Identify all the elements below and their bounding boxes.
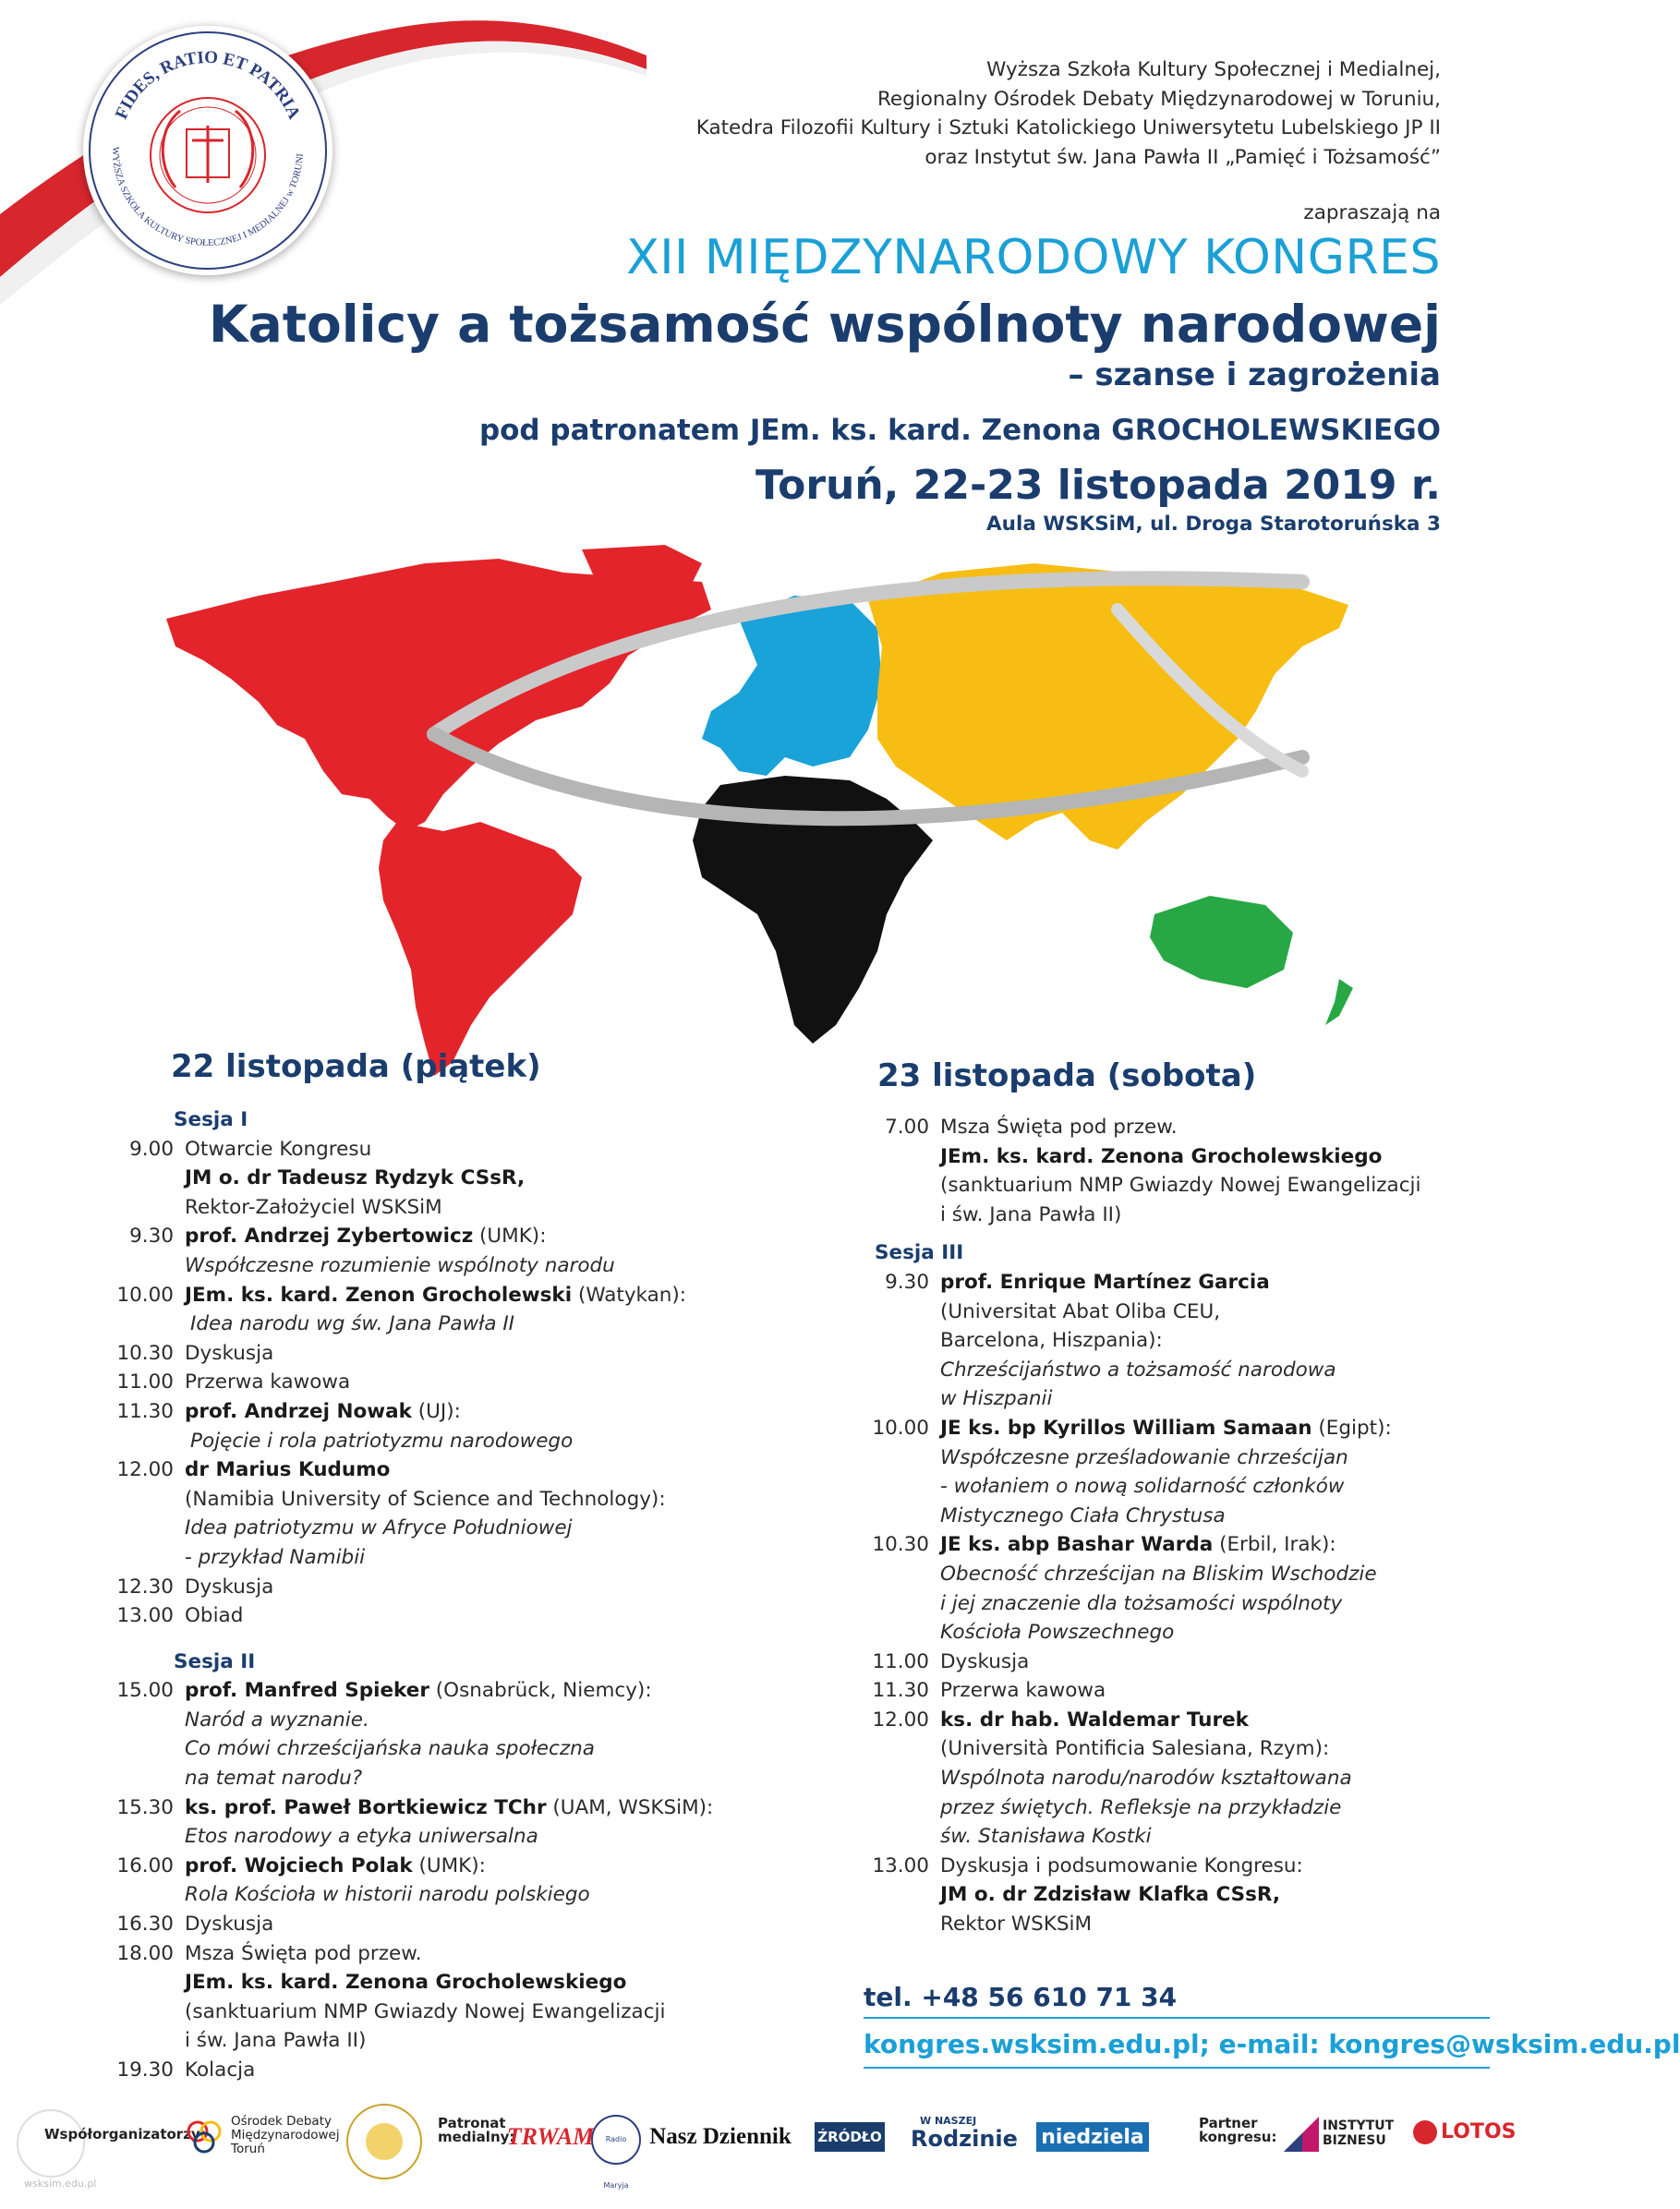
- congress-name: XII MIĘDZYNARODOWY KONGRES: [626, 230, 1441, 285]
- item-affiliation: (UAM, WSKSiM):: [546, 1795, 714, 1819]
- coorganizers-label: Współorganizatorzy:: [44, 2126, 206, 2143]
- item-topic: Pojęcie i rola patriotyzmu narodowego: [190, 1429, 574, 1453]
- item-title: Dyskusja: [185, 1341, 274, 1365]
- item-speaker: prof. Enrique Martínez Garcia: [940, 1270, 1270, 1294]
- item-topic: Współczesne rozumienie wspólnoty narodu: [185, 1253, 615, 1277]
- item-affiliation: Barcelona, Hiszpania):: [940, 1329, 1163, 1353]
- day2-heading: 23 listopada (sobota): [877, 1057, 1257, 1094]
- item-topic: w Hiszpanii: [940, 1387, 1053, 1411]
- item-time: 12.00: [872, 1708, 929, 1732]
- schedule-item: [855, 1706, 1420, 1735]
- item-time: 10.30: [872, 1533, 929, 1557]
- wnr-main: Rodzinie: [911, 2126, 1018, 2152]
- item-affiliation: (Universitat Abat Oliba CEU,: [940, 1299, 1221, 1323]
- schedule-item: [855, 1530, 1420, 1560]
- item-speaker: ks. dr hab. Waldemar Turek: [940, 1708, 1249, 1732]
- item-time: 10.30: [116, 1341, 174, 1365]
- schedule-item: [855, 1268, 1420, 1298]
- item-topic: Idea narodu wg św. Jana Pawła II: [190, 1312, 515, 1336]
- item-time: 12.00: [116, 1458, 174, 1482]
- item-speaker: JE ks. bp Kyrillos William Samaan: [940, 1416, 1312, 1440]
- session-label: Sesja I: [174, 1108, 248, 1131]
- item-time: 19.30: [116, 2058, 174, 2082]
- item-topic: św. Stanisława Kostki: [940, 1825, 1152, 1849]
- schedule-item: [855, 1414, 1420, 1443]
- schedule-item: [855, 1676, 1420, 1706]
- item-title: Dyskusja: [185, 1575, 274, 1599]
- oceania-shape: [1150, 896, 1293, 988]
- item-topic: i jej znaczenie dla tożsamości wspólnoty: [940, 1591, 1343, 1615]
- item-time: 16.00: [116, 1853, 174, 1877]
- schedule-item: [100, 1793, 713, 1823]
- item-time: 13.00: [872, 1853, 929, 1877]
- schedule-item: [100, 1601, 713, 1631]
- item-title: Kolacja: [185, 2058, 256, 2082]
- item-title: Otwarcie Kongresu: [185, 1137, 372, 1161]
- seal-motto: FIDES, RATIO ET PATRIA: [112, 47, 304, 123]
- schedule-item: [855, 1852, 1420, 1881]
- item-title: Dyskusja: [185, 1913, 274, 1937]
- item-time: 11.00: [872, 1649, 929, 1673]
- item-topic: Co mówi chrześcijańska nauka społeczna: [185, 1737, 595, 1761]
- item-time: 9.30: [129, 1225, 174, 1249]
- item-affiliation: (Osnabrück, Niemcy):: [429, 1679, 652, 1703]
- item-topic: Mistycznego Ciała Chrystusa: [940, 1503, 1226, 1527]
- nasz-dziennik-logo: Nasz Dziennik: [649, 2124, 792, 2149]
- item-speaker: ks. prof. Paweł Bortkiewicz TChr: [185, 1795, 547, 1819]
- item-topic: Idea patriotyzmu w Afryce Południowej: [185, 1516, 573, 1540]
- niedziela-logo: niedziela: [1036, 2122, 1149, 2152]
- schedule-item: [100, 1135, 713, 1165]
- event-date: Toruń, 22-23 listopada 2019 r.: [755, 462, 1441, 509]
- item-speaker: JEm. ks. kard. Zenon Grocholewski: [185, 1283, 573, 1307]
- item-role: Rektor WSKSiM: [940, 1913, 1093, 1937]
- item-topic: Współczesne prześladowanie chrześcijan: [940, 1445, 1348, 1469]
- item-topic: Naród a wyznanie.: [185, 1708, 369, 1732]
- item-time: 18.00: [116, 1941, 174, 1965]
- contact-phone: tel. +48 56 610 71 34: [864, 1982, 1178, 2012]
- faded-seal-icon: [17, 2109, 85, 2178]
- item-speaker: prof. Wojciech Polak: [185, 1853, 413, 1877]
- schedule-item: [855, 1113, 1420, 1142]
- item-topic: Wspólnota narodu/narodów kształtowana: [940, 1767, 1352, 1791]
- congress-subtitle: – szanse i zagrożenia: [1068, 356, 1441, 393]
- lotos-logo: LOTOS: [1441, 2120, 1517, 2143]
- item-speaker: prof. Andrzej Nowak: [185, 1399, 412, 1423]
- item-topic: na temat narodu?: [185, 1767, 363, 1791]
- item-title: Dyskusja i podsumowanie Kongresu:: [940, 1853, 1303, 1877]
- odm-logo-icon: [185, 2117, 224, 2155]
- wnr-small: W NASZEJ: [920, 2115, 977, 2127]
- item-speaker: JEm. ks. kard. Zenona Grocholewskiego: [940, 1144, 1383, 1168]
- item-affiliation: (UJ):: [411, 1399, 461, 1423]
- radio-maryja-logo: Radio Maryja: [591, 2115, 641, 2165]
- zrodlo-logo: ŹRÓDŁO: [815, 2122, 885, 2152]
- w-naszej-rodzinie-logo: [911, 2115, 1029, 2159]
- instytut-biznesu-icon: [1284, 2117, 1319, 2152]
- item-title: Obiad: [185, 1604, 244, 1628]
- contact-divider: [864, 2067, 1490, 2069]
- item-topic: Obecność chrześcijan na Bliskim Wschodzie: [940, 1562, 1377, 1586]
- item-place: (sanktuarium NMP Gwiazdy Nowej Ewangelizacji: [185, 1999, 666, 2023]
- item-affiliation: (Namibia University of Science and Technology):: [185, 1487, 666, 1511]
- schedule-item: [100, 1676, 713, 1706]
- item-time: 10.00: [872, 1416, 929, 1440]
- item-place: i św. Jana Pawła II): [940, 1202, 1122, 1226]
- institute-seal-icon: [346, 2104, 422, 2179]
- item-title: Msza Święta pod przew.: [185, 1941, 422, 1965]
- event-venue: Aula WSKSiM, ul. Droga Starotoruńska 3: [986, 513, 1441, 536]
- item-speaker: dr Marius Kudumo: [185, 1458, 391, 1482]
- schedule-item: [100, 1222, 713, 1251]
- congress-title: Katolicy a tożsamość wspólnoty narodowej: [209, 295, 1441, 354]
- item-title: Msza Święta pod przew.: [940, 1116, 1178, 1139]
- contact-block: [864, 1982, 1680, 2059]
- item-affiliation: (UMK):: [412, 1853, 486, 1877]
- item-title: Dyskusja: [940, 1649, 1030, 1673]
- item-affiliation: (UMK):: [473, 1225, 547, 1249]
- ib-line: INSTYTUT: [1323, 2118, 1395, 2133]
- item-topic: Rola Kościoła w historii narodu polskiego: [185, 1883, 590, 1907]
- item-speaker: JEm. ks. kard. Zenona Grocholewskiego: [185, 1971, 627, 1995]
- organizer-line: Katedra Filozofii Kultury i Sztuki Katolickiego Uniwersytetu Lubelskiego JP II: [695, 116, 1441, 139]
- trwam-logo: TRWAM: [506, 2123, 595, 2150]
- new-zealand-shape: [1325, 979, 1353, 1025]
- item-time: 11.30: [116, 1399, 174, 1423]
- schedule-item: [100, 1455, 713, 1485]
- contact-web[interactable]: kongres.wsksim.edu.pl; e-mail: kongres@wsksim.edu.pl: [864, 2029, 1680, 2059]
- seal-ring-text: WYŻSZA SZKOŁA KULTURY SPOŁECZNEJ I MEDIALNEJ w TORUNI: [109, 146, 306, 249]
- item-speaker: JE ks. abp Bashar Warda: [940, 1533, 1214, 1557]
- invite-text: zapraszają na: [1303, 201, 1441, 224]
- item-role: Rektor-Założyciel WSKSiM: [185, 1195, 442, 1219]
- item-topic: Kościoła Powszechnego: [940, 1621, 1175, 1645]
- day2-schedule: [855, 1113, 1420, 1939]
- item-time: 11.00: [116, 1370, 174, 1394]
- item-time: 10.00: [116, 1283, 174, 1307]
- media-patron-label: Patronat medialny:: [438, 2115, 515, 2145]
- item-speaker: prof. Andrzej Zybertowicz: [185, 1225, 474, 1249]
- item-affiliation: (Watykan):: [572, 1283, 687, 1307]
- item-speaker: JM o. dr Zdzisław Klafka CSsR,: [940, 1883, 1281, 1907]
- world-map: [148, 545, 1459, 1090]
- item-topic: Chrześcijaństwo a tożsamość narodowa: [940, 1358, 1336, 1382]
- organizer-line: Regionalny Ośrodek Debaty Międzynarodowej w Toruniu,: [876, 87, 1441, 111]
- odm-name: Ośrodek Debaty Międzynarodowej Toruń: [231, 2114, 340, 2156]
- organizer-line: Wyższa Szkoła Kultury Społecznej i Medialnej,: [986, 58, 1441, 81]
- schedule-item: [100, 1939, 713, 1969]
- seal-logo: [83, 26, 332, 275]
- item-time: 13.00: [116, 1604, 174, 1628]
- organizers-block: [696, 55, 1441, 172]
- day1-heading: 22 listopada (piątek): [171, 1048, 541, 1085]
- svg-text:FIDES, RATIO ET PATRIA: [112, 48, 304, 123]
- instytut-biznesu-name: [1323, 2118, 1394, 2148]
- item-affiliation: (Erbil, Irak):: [1213, 1533, 1336, 1557]
- footer-logos: [0, 2096, 1552, 2190]
- item-time: 15.00: [116, 1679, 174, 1703]
- item-time: 9.30: [885, 1270, 929, 1294]
- schedule-item: [100, 1397, 713, 1427]
- schedule-item: [100, 2056, 713, 2085]
- item-topic: Etos narodowy a etyka uniwersalna: [185, 1825, 538, 1849]
- item-topic: - przykład Namibii: [185, 1545, 366, 1569]
- item-time: 11.30: [872, 1679, 929, 1703]
- ib-line: BIZNESU: [1323, 2133, 1386, 2148]
- item-time: 7.00: [885, 1116, 929, 1139]
- item-time: 16.30: [116, 1913, 174, 1937]
- schedule-item: [100, 1368, 713, 1397]
- item-time: 9.00: [129, 1137, 174, 1161]
- schedule-item: [100, 1339, 713, 1369]
- contact-divider: [864, 2017, 1490, 2019]
- item-affiliation: (Egipt):: [1311, 1416, 1392, 1440]
- item-time: 15.30: [116, 1795, 174, 1819]
- item-topic: - wołaniem o nową solidarność członków: [940, 1475, 1345, 1499]
- item-title: Przerwa kawowa: [940, 1679, 1106, 1703]
- schedule-item: [855, 1648, 1420, 1677]
- session-label: Sesja II: [174, 1649, 256, 1673]
- watermark-text: wsksim.edu.pl: [24, 2178, 97, 2190]
- item-speaker: prof. Manfred Spieker: [185, 1679, 429, 1703]
- item-affiliation: (Università Pontificia Salesiana, Rzym):: [940, 1737, 1330, 1761]
- session-label: Sesja III: [875, 1241, 964, 1265]
- organizer-line: oraz Instytut św. Jana Pawła II „Pamięć i Tożsamość”: [925, 145, 1441, 169]
- item-speaker: JM o. dr Tadeusz Rydzyk CSsR,: [185, 1166, 526, 1190]
- item-title: Przerwa kawowa: [185, 1370, 351, 1394]
- item-place: (sanktuarium NMP Gwiazdy Nowej Ewangelizacji: [940, 1174, 1421, 1198]
- schedule-item: [100, 1281, 713, 1310]
- item-topic: przez świętych. Refleksje na przykładzie: [940, 1795, 1342, 1819]
- schedule-item: [100, 1910, 713, 1939]
- lotos-icon: [1413, 2120, 1437, 2144]
- patronage-line: pod patronatem JEm. ks. kard. Zenona GROCHOLEWSKIEGO: [478, 414, 1441, 447]
- asia-shape: [868, 563, 1348, 850]
- day1-schedule: [100, 1105, 713, 2085]
- item-place: i św. Jana Pawła II): [185, 2029, 367, 2053]
- partner-label: Partner kongresu:: [1199, 2115, 1277, 2145]
- schedule-item: [100, 1852, 713, 1881]
- schedule-item: [100, 1573, 713, 1602]
- item-time: 12.30: [116, 1575, 174, 1599]
